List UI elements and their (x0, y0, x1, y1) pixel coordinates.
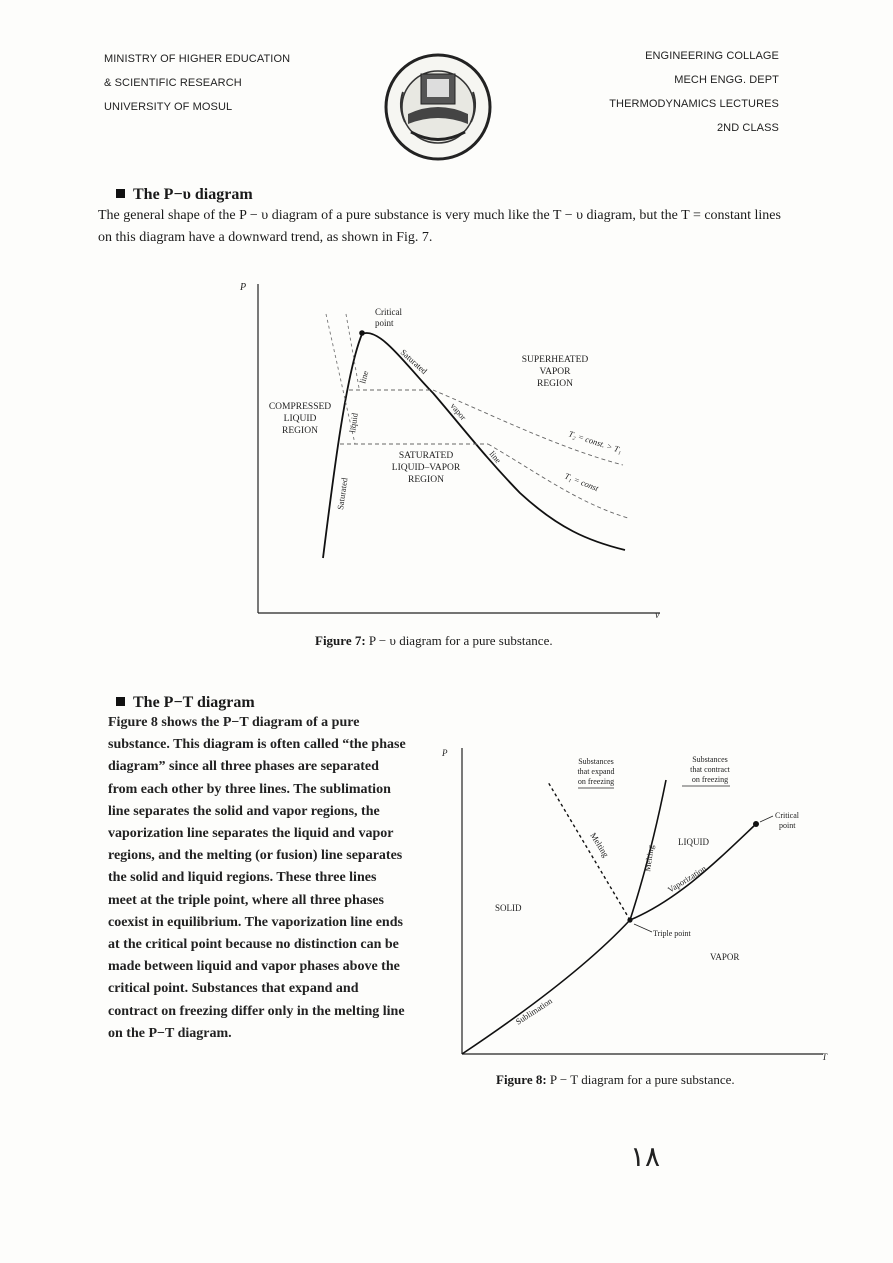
critical-point-label-2: point (375, 318, 394, 328)
class-line: 2ND CLASS (716, 122, 779, 134)
vaporization-label: Vaporization (665, 863, 708, 895)
compressed-label-3: REGION (282, 426, 318, 436)
sat-liquid-label-2: liquid (347, 412, 360, 434)
melting-label-expand: Melting (588, 830, 612, 859)
melting-label-contract: Melting (642, 844, 656, 873)
sat-liquid-label-1: Saturated (335, 477, 350, 511)
section-paragraph-pt: Figure 8 shows the P−T diagram of a pure substance. This diagram is often called “the phase diagram” since all three phases are separated from each other by three lines. The sublimation line separates the solid and vapor regions, the vaporization line separates the liquid and vapor regions, and the melting (or fusion) line separates the solid and liquid regions. These three lines meet at the triple point, where all three phases coexist in equilibrium. The vaporization line ends at the critical point because no distinction can be made between liquid and vapor phases above the critical point. Substances that expand and contract on freezing differ only in the melting line on the P−T diagram. (108, 715, 406, 1041)
figure-8-pt-diagram (438, 740, 838, 1065)
sublimation-line (462, 920, 630, 1054)
saturated-mix-label-3: REGION (408, 475, 444, 485)
superheated-label-2: VAPOR (539, 367, 571, 377)
department-line: MECH ENGG. DEPT (674, 74, 779, 86)
figure-8-caption-text: P − T diagram for a pure substance. (546, 1072, 735, 1087)
critical-point-pointer (760, 816, 773, 822)
sublimation-label: Sublimation (513, 995, 554, 1027)
p-axis-label: P (240, 282, 247, 293)
superheated-label-3: REGION (537, 379, 573, 389)
square-bullet-icon (116, 697, 125, 706)
sat-vapor-label-1: Saturated (398, 347, 430, 376)
section-heading-text: The P−υ diagram (133, 186, 253, 203)
critical-point-marker (359, 330, 365, 336)
expand-note-2: that expand (577, 767, 615, 776)
college-line: ENGINEERING COLLAGE (645, 50, 779, 62)
university-seal-icon (383, 52, 493, 162)
critical-point-label-2: point (779, 821, 796, 830)
critical-point-marker (753, 821, 759, 827)
course-line: THERMODYNAMICS LECTURES (609, 98, 779, 110)
t2-isotherm-label: T₂ = const. > T₁ (567, 428, 624, 456)
contract-note-2: that contract (690, 765, 730, 774)
saturated-mix-label-2: LIQUID–VAPOR (391, 463, 461, 473)
square-bullet-icon (116, 189, 125, 198)
vapor-region-label: VAPOR (710, 952, 740, 962)
saturated-mix-label-1: SATURATED (398, 451, 454, 461)
contract-note-3: on freezing (691, 775, 729, 784)
page-number: ١٨ (630, 1140, 661, 1173)
critical-point-label-1: Critical (375, 307, 402, 317)
figure-7-caption (315, 633, 553, 649)
figure-8-caption-label: Figure 8: (496, 1072, 547, 1087)
section-heading-text: The P−T diagram (133, 694, 255, 711)
figure-8-caption (496, 1072, 735, 1088)
section-paragraph-pv: The general shape of the P − υ diagram of a pure substance is very much like the T − υ diagram, but the T = constant lines on this diagram have a downward trend, as shown in Fig. 7. (98, 208, 781, 245)
section-heading-pv (116, 186, 253, 204)
compressed-label-2: LIQUID (283, 414, 317, 424)
triple-point-label: Triple point (653, 929, 691, 938)
sat-vapor-label-2: vapor (448, 400, 469, 423)
sat-liquid-label-3: line (357, 369, 371, 385)
critical-point-label-1: Critical (775, 811, 799, 820)
header-right (609, 50, 779, 146)
compressed-label-1: COMPRESSED (268, 402, 332, 412)
t-axis-label: T (822, 1052, 828, 1062)
sat-vapor-label-3: line (487, 448, 504, 466)
v-axis-label: v (655, 610, 660, 621)
liquid-region-label: LIQUID (678, 837, 709, 847)
contract-note-1: Substances (692, 755, 728, 764)
superheated-label-1: SUPERHEATED (521, 355, 589, 365)
expand-note-3: on freezing (577, 777, 615, 786)
ministry-line: MINISTRY OF HIGHER EDUCATION (104, 53, 291, 65)
figure-7-pv-diagram (228, 278, 668, 623)
expand-note-1: Substances (578, 757, 614, 766)
triple-point-pointer (634, 924, 652, 932)
research-line: & SCIENTIFIC RESEARCH (104, 77, 242, 89)
t1-isotherm-label: T₁ = const (563, 470, 601, 494)
solid-region-label: SOLID (495, 903, 522, 913)
melting-line-expand (548, 782, 630, 920)
header-left (104, 53, 290, 125)
p-axis-label: P (442, 748, 448, 758)
university-line: UNIVERSITY OF MOSUL (104, 101, 233, 113)
figure-7-caption-label: Figure 7: (315, 633, 366, 648)
triple-point-marker (627, 917, 632, 922)
figure-7-caption-text: P − υ diagram for a pure substance. (365, 633, 553, 648)
saturated-liquid-line (323, 334, 362, 558)
section-heading-pt (116, 694, 255, 712)
